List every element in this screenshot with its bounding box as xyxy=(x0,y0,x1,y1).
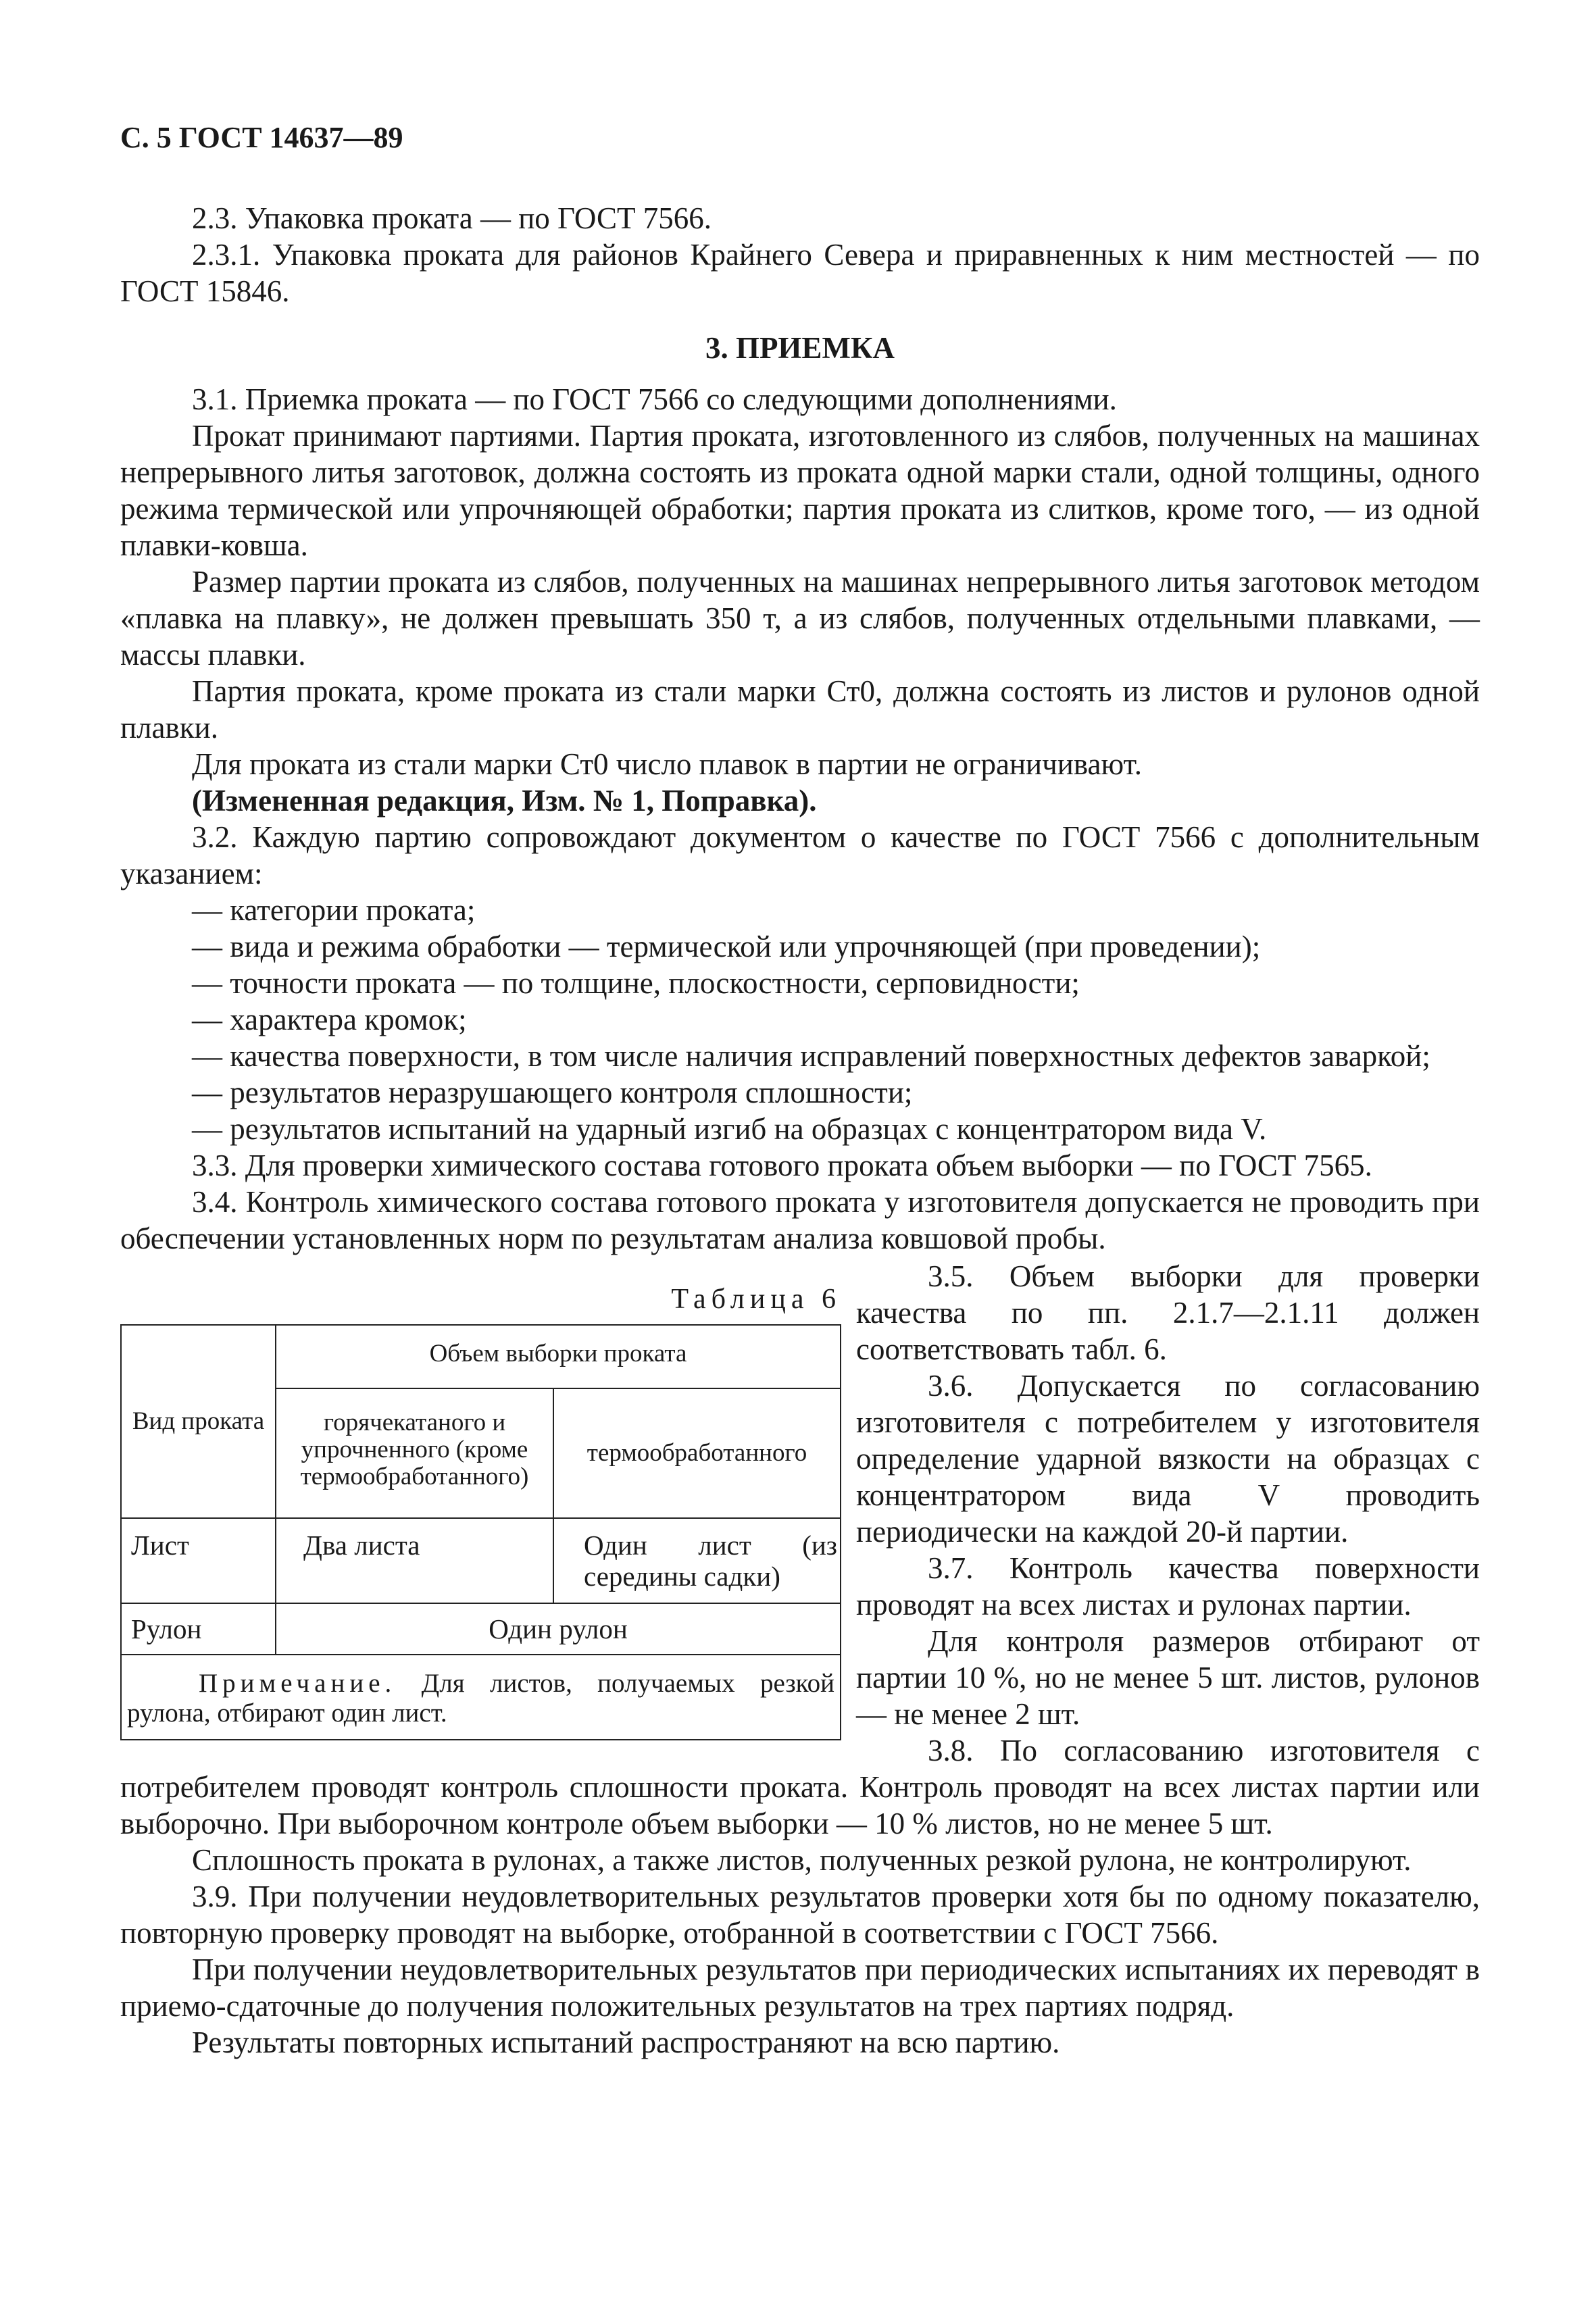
document-body xyxy=(120,200,1480,2061)
header-sample-volume: Объем выборки проката xyxy=(276,1325,841,1388)
paragraph-batch-st0: Партия проката, кроме проката из стали марки Ст0, должна состоять из листов и рулонов одной плавки. xyxy=(120,674,1480,745)
paragraph-3-5: 3.5. Объем выборки для проверки качества по пп. 2.1.7—2.1.11 должен соответствовать табл. 6. xyxy=(856,1259,1480,1366)
cell-both: Один рулон xyxy=(276,1603,841,1655)
paragraph-2-3: 2.3. Упаковка проката — по ГОСТ 7566. xyxy=(192,201,712,235)
paragraph-3-8-start: 3.8. По согласованию изготовителя с xyxy=(928,1734,1480,1767)
paragraph-3-8-cont: потребителем проводят контроль сплошности проката. Контроль проводят на всех листах партии или выборочно. При выборочном контроле объем выборки — 10 % листов, но не менее 5 шт. xyxy=(120,1770,1480,1840)
header-heat-treated: термообработанного xyxy=(553,1388,841,1518)
table-and-text-section xyxy=(120,1258,1480,1769)
page-header: С. 5 ГОСТ 14637—89 xyxy=(120,121,403,154)
table-row xyxy=(121,1518,841,1603)
amendment-note: (Измененная редакция, Изм. № 1, Поправка). xyxy=(192,784,817,818)
paragraph-3-7: 3.7. Контроль качества поверхности проводят на всех листах и рулонах партии. xyxy=(856,1551,1480,1621)
paragraph-retest-results: Результаты повторных испытаний распространяют на всю партию. xyxy=(192,2026,1060,2059)
list-item: — результатов испытаний на ударный изгиб на образцах с концентратором вида V. xyxy=(192,1112,1267,1146)
paragraph-st0-heats: Для проката из стали марки Ст0 число плавок в партии не ограничивают. xyxy=(192,747,1143,781)
list-item: — категории проката; xyxy=(192,893,476,927)
table-row xyxy=(121,1603,841,1655)
list-item: — точности проката — по толщине, плоскостности, серповидности; xyxy=(192,966,1080,1000)
list-item: — результатов неразрушающего контроля сплошности; xyxy=(192,1076,913,1109)
cell-vid: Лист xyxy=(121,1518,276,1603)
paragraph-periodic-tests: При получении неудовлетворительных результатов при периодических испытаниях их переводят в приемо-сдаточные до получения положительных результатов на трех партиях подряд. xyxy=(120,1953,1480,2023)
paragraph-size-control: Для контроля размеров отбирают от партии 10 %, но не менее 5 шт. листов, рулонов — не менее 2 шт. xyxy=(856,1624,1480,1731)
cell-vid: Рулон xyxy=(121,1603,276,1655)
note-text: Для листов, получаемых резкой рулона, отбирают один лист. xyxy=(127,1669,835,1728)
note-label: Примечание. xyxy=(199,1669,397,1698)
paragraph-batch-size: Размер партии проката из слябов, полученных на машинах непрерывного литья заготовок методом «плавка на плавку», не должен превышать 350 т, а из слябов, полученных отдельными плавками, — массы плавки. xyxy=(120,565,1480,672)
paragraph-3-1: 3.1. Приемка проката — по ГОСТ 7566 со следующими дополнениями. xyxy=(192,382,1117,416)
table-6 xyxy=(120,1324,841,1740)
table-note xyxy=(121,1655,841,1740)
list-item: — характера кромок; xyxy=(192,1003,467,1036)
paragraph-coil-continuity: Сплошность проката в рулонах, а также листов, полученных резкой рулона, не контролируют. xyxy=(192,1843,1412,1877)
list-item: — качества поверхности, в том числе наличия исправлений поверхностных дефектов заваркой; xyxy=(192,1039,1430,1073)
paragraph-2-3-1: 2.3.1. Упаковка проката для районов Крайнего Севера и приравненных к ним местностей — по ГОСТ 15846. xyxy=(120,238,1480,308)
header-vid-prokata: Вид проката xyxy=(121,1325,276,1518)
paragraph-3-4: 3.4. Контроль химического состава готового проката у изготовителя допускается не проводить при обеспечении установленных норм по результатам анализа ковшовой пробы. xyxy=(120,1185,1480,1255)
paragraph-3-3: 3.3. Для проверки химического состава готового проката объем выборки — по ГОСТ 7565. xyxy=(192,1149,1372,1182)
cell-therm: Один лист (из середины садки) xyxy=(553,1518,841,1603)
paragraph-3-6: 3.6. Допускается по согласованию изготовителя с потребителем у изготовителя определение ударной вязкости на образцах с концентратором вида V проводить периодически на каждой 20-й партии. xyxy=(856,1369,1480,1549)
header-hot-rolled: горячекатаного и упрочненного (кроме термообработанного) xyxy=(276,1388,553,1518)
table-caption: Таблица 6 xyxy=(671,1284,841,1315)
list-item: — вида и режима обработки — термической или упрочняющей (при проведении); xyxy=(192,930,1261,963)
paragraph-batches: Прокат принимают партиями. Партия проката, изготовленного из слябов, полученных на машинах непрерывного литья заготовок, должна состоять из проката одной марки стали, одной толщины, одного режима термической или упрочняющей обработки; партия проката из слитков, кроме того, — из одной плавки-ковша. xyxy=(120,419,1480,562)
cell-hot: Два листа xyxy=(276,1518,553,1603)
table-6-block xyxy=(120,1258,841,1740)
right-text-column xyxy=(841,1258,1480,1769)
paragraph-3-9: 3.9. При получении неудовлетворительных результатов проверки хотя бы по одному показателю, повторную проверку проводят на выборке, отобранной в соответствии с ГОСТ 7566. xyxy=(120,1880,1480,1950)
section-heading: 3. ПРИЕМКА xyxy=(705,331,895,365)
paragraph-3-2: 3.2. Каждую партию сопровождают документом о качестве по ГОСТ 7566 с дополнительным указанием: xyxy=(120,820,1480,890)
